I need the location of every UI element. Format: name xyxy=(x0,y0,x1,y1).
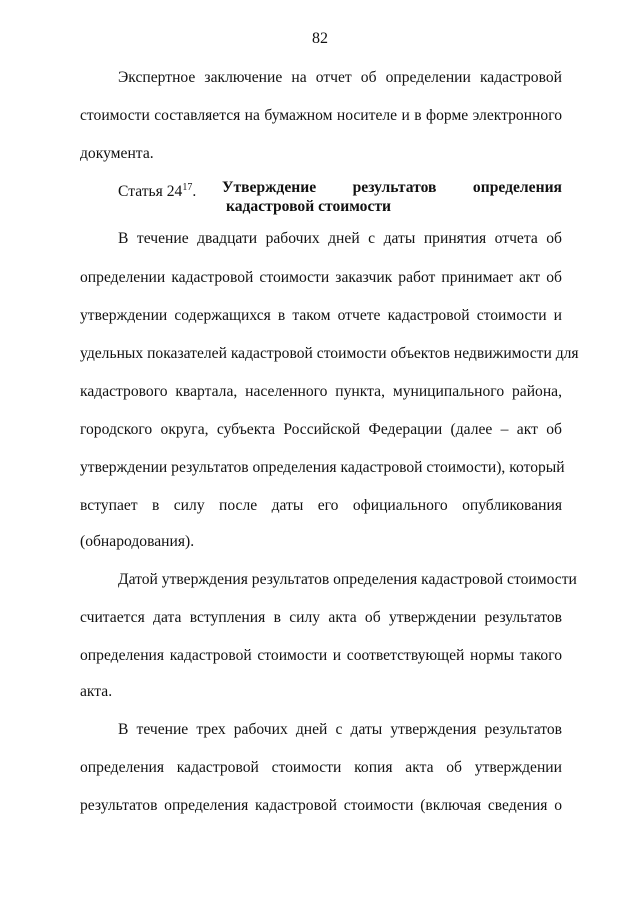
paragraph-1-line-3: документа. xyxy=(80,145,154,162)
paragraph-2-line-4: удельных показателей кадастровой стоимости объектов недвижимости для xyxy=(80,345,579,362)
paragraph-3-line-4: акта. xyxy=(80,683,113,700)
paragraph-3-line-3: определения кадастровой стоимости и соответствующей нормы такого xyxy=(80,647,562,664)
paragraph-2-line-6: городского округа, субъекта Российской Федерации (далее – акт об xyxy=(80,421,562,438)
paragraph-3-line-1: Датой утверждения результатов определения кадастровой стоимости xyxy=(118,571,577,588)
paragraph-4-line-1: В течение трех рабочих дней с даты утверждения результатов xyxy=(118,721,562,738)
paragraph-2-line-1: В течение двадцати рабочих дней с даты принятия отчета об xyxy=(118,230,562,247)
paragraph-2-line-8: вступает в силу после даты его официального опубликования xyxy=(80,497,562,514)
article-label xyxy=(118,178,196,202)
paragraph-4-line-3: результатов определения кадастровой стоимости (включая сведения о xyxy=(80,797,562,814)
article-label-superscript: 17 xyxy=(182,182,193,193)
article-label-dot: . xyxy=(192,183,197,200)
paragraph-2-line-7: утверждении результатов определения кадастровой стоимости), который xyxy=(80,459,565,476)
paragraph-2-line-5: кадастрового квартала, населенного пункта, муниципального района, xyxy=(80,383,562,400)
paragraph-2-line-2: определении кадастровой стоимости заказчик работ принимает акт об xyxy=(80,269,562,286)
article-label-text: Статья 24 xyxy=(118,183,183,200)
paragraph-1-line-2: стоимости составляется на бумажном носителе и в форме электронного xyxy=(80,107,562,124)
paragraph-3-line-2: считается дата вступления в силу акта об утверждении результатов xyxy=(80,609,562,626)
paragraph-4-line-2: определения кадастровой стоимости копия акта об утверждении xyxy=(80,759,562,776)
paragraph-2-line-3: утверждении содержащихся в таком отчете кадастровой стоимости и xyxy=(80,307,562,324)
paragraph-1-line-1: Экспертное заключение на отчет об определении кадастровой xyxy=(118,69,562,86)
paragraph-2-line-9: (обнародования). xyxy=(80,533,195,550)
page-number: 82 xyxy=(312,30,328,47)
article-title-line-2: кадастровой стоимости xyxy=(226,198,392,215)
article-title-line-1: Утверждение результатов определения xyxy=(222,179,562,196)
